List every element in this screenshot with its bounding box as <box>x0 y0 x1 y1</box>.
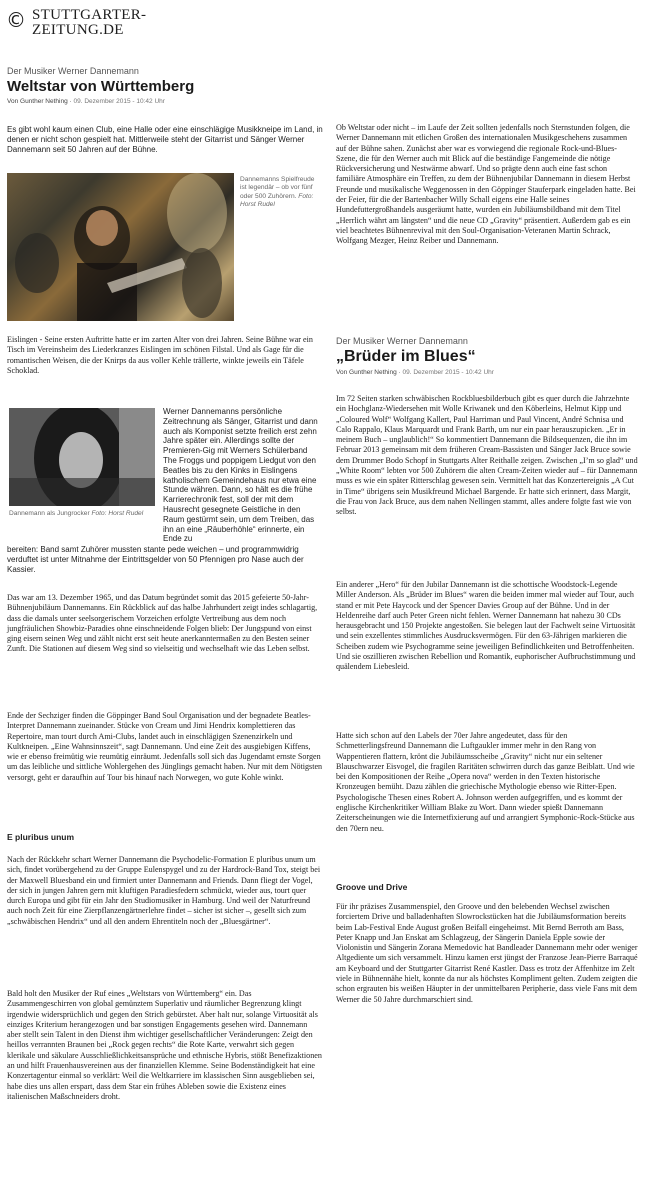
masthead-logo[interactable] <box>6 8 146 38</box>
photo2-credit: Foto: Horst Rudel <box>91 510 144 517</box>
paragraph-72-seiten: Im 72 Seiten starken schwäbischen Rockbluesbilderbuch gibt es quer durch die Jahrzehnte ein Hochglanz-Wiedersehen mit Wolle Kriwanek und den Köberleins, Helmut Kipp und „Coloured Wolf“ Wolfgang Kallert, Paul Harriman und Paul Vincent, André Schnisa und Calo Rappalo, Klaus Marquardt und Frank Barth, um nur ein paar herauszupicken. „Er in meinem Buch – unglaublich!“ So kommentiert Dannemann die Bildsequenzen, die ihn im Februar 2013 gemeinsam mit dem früheren Cream-Bassisten und Sänger Jack Bruce sowie dem Drummer Bodo Schopf in Stuttgarts Alter Reithalle zeigen. Zwischen „I’m so glad“ und „White Room“ lebten vor 500 Zuhörern die alten Cream-Zeiten wieder auf – für Dannemann muss es wie ein später Ritterschlag gewesen sein. Vermittelt hat das Konzertereignis „A Cut in Time“ übrigens sein Musikfreund Michael Bargende. Er hatte sich erinnert, dass Margit, die Frau von Jack Bruce, aus dem nahen Nellingen stammt, alles andere folgte fast wie von selbst. <box>336 394 638 517</box>
photo1-caption <box>240 176 322 209</box>
paragraph-sechziger: Ende der Sechziger finden die Göppinger Band Soul Organisation und der begnadete Beatles-Interpret Dannemann zueinander. Stücke von Cream und Jimi Hendrix komplettieren das Repertoire, man tourt durch Ami-Clubs, landet auch in einschlägigen Szenenzirkeln und Kultkneipen. „Eine Wahnsinnszeit“, sagt Dannemann. Und eine Zeit des ausgiebigen Kiffens, wie er ebenso freimütig wie reumütig einräumt. Jedenfalls soll sich das Jugendamt ernste Sorgen um das leibliche und sittliche Wohlergehen des Jünglings gemacht haben. Nur mit dem Nötigsten versorgt, geht er daraufhin auf Tour bis hinauf nach Norwegen, wo gute Kohle winkt. <box>7 711 323 782</box>
article2-kicker: Der Musiker Werner Dannemann <box>336 336 468 346</box>
concert-photo-illustration <box>7 173 234 321</box>
article1-kicker: Der Musiker Werner Dannemann <box>7 66 139 76</box>
article2-header <box>336 336 638 376</box>
subhead-e-pluribus-unum: E pluribus unum <box>7 832 75 842</box>
paragraph-eislingen: Eislingen - Seine ersten Auftritte hatte er im zarten Alter von drei Jahren. Seine Bühne war ein Tisch im Vereinsheim des Liederkranzes Eislingen im schönen Filstal. Und als Gage für die romantischen Weisen, die der Knirps da aus voller Kehle trällerte, winkte jeweils ein Täfele Schoklad. <box>7 335 313 375</box>
jungrocker-photo-illustration <box>9 408 155 506</box>
brand-line-1: STUTTGARTER- <box>32 7 147 23</box>
photo2-caption-text: Dannemann als Jungrocker <box>9 510 90 517</box>
paragraph-weltstar: Ob Weltstar oder nicht – im Laufe der Zeit sollten jedenfalls noch Sternstunden folgen, die Werner Dannemann mit etlichen Großen des internationalen Musikgeschehens zusammen auf der Bühne sahen. Zunächst aber war es vorwiegend die regionale Rock-und-Blues-Szene, die für den Werner auch mit Blick auf die beständige Fangemeinde die nötige Rückversicherung und Nestwärme abwarf. Und so prägte denn auch eine fast schon familiäre Atmosphäre ein Treffen, zu dem der Bühnenjubilar Dannemann in diesem Herbst Freunde und musikalische Weggenossen in den Göppinger Stauferpark eingeladen hatte. Bei der Feier, für die der Bartenbacher Willy Schall eigens eine Halle seines Hundefuttergroßhandels ausgeräumt hatte, wurden ein Jubiläumsbildband mit dem Titel „Herrlich währt am längsten“ und die neue CD „Gravity“ präsentiert. Außerdem gab es ein viel beachtetes Bühnenrevival mit den Soul-Organisation-Veteranen Martin Schrack, Wolfgang Mezger, Heinz Reiber und Dannemann. <box>336 123 636 246</box>
article1-title: Weltstar von Württemberg <box>7 78 195 95</box>
jungrocker-photo <box>9 408 155 506</box>
paragraph-groove: Für ihr präzises Zusammenspiel, den Groove und den belebenden Wechsel zwischen forciertem Drive und balladenhaften Slowrockstücken hat die Jubiläumsformation bereits beim Lab-Festival Ende August großen Beifall eingeheimst. Mit Bernd Berroth am Bass, Peter Knapp und Jan Enskat am Schlagzeug, der Sängerin Daniela Epple sowie der Violonistin und Sängerin Zorana Memedovic hat Bandleader Dannemann mehr oder weniger Altgediente um sich versammelt. Hinzu kamen erst jüngst der Franzose Jean-Pierre Barraqué am Keyboard und der Stuttgarter Gitarrist René Kastler. Dass es trotz der Affenhitze im Zelt viele in Bühnennähe hielt, konnte da nur als höchstes Kompliment gelten. Zudem zeigten die schon ergrauten bis weißen Häupter in der unmittelbaren Peripherie, dass viele Fans mit dem Werner die 50 Jahre durchmarschiert sind. <box>336 902 638 1004</box>
paragraph-beside-photo-cont: bereiten: Band samt Zuhörer mussten stante pede weichen – und programmwidrig verduftet ist unter Mitnahme der Eintrittsgelder von 50 Pfennigen pro Nase auch der Kassier. <box>7 545 304 574</box>
article1-author[interactable]: Von Gunther Nething <box>7 98 68 105</box>
article1-lead: Es gibt wohl kaum einen Club, eine Halle oder eine einschlägige Musikkneipe im Land, in denen er nicht schon gespielt hat. Mittlerweile steht der Gitarrist und Sänger Werner Dannemann seit 50 Jahren auf der Bühne. <box>7 125 323 154</box>
article2-byline: Von Gunther Nething · 09. Dezember 2015 - 10:42 Uhr <box>336 369 494 376</box>
paragraph-beside-photo: Werner Dannemanns persönliche Zeitrechnung als Sänger, Gitarrist und dann auch als Komponist setzte freilich erst zehn Jahre später ein. Allerdings sollte der Premieren-Gig mit Werners Schülerband The Froggs und poppigem Liedgut von den Beatles bis zu den Kinks in Eislingens katholischem Gemeindehaus nur etwa eine Stunde währen. Dann, so hält es die frühe Karrierechronik fest, soll der mit dem Hausrecht gesegnete Geistliche in den Raum gestürmt sein, um dem Treiben, das ihn an eine „Räuberhöhle“ erinnerte, ein Ende zu <box>163 407 318 544</box>
photo2-caption <box>9 510 159 518</box>
paragraph-rueckkehr: Nach der Rückkehr schart Werner Dannemann die Psychodelic-Formation E pluribus unum um sich, findet vorübergehend zu der Gruppe Eulenspygel und zu der Hardrock-Band Tox, steigt bei der Maxwell Bluesband ein und firmiert unter Dannemann and Friends. Dann fliegt der Vogel, der sich in jungen Jahren gern mit kluftigen Paradiesfedern schmückt, wieder aus, tourt quer durch Europa und gibt für ein Jahr den Studiomusiker in Hamburg. Und weil der Naturfreund auch noch Zeit für eine Zierpflanzengärtnerlehre findet – sicher ist sicher –, gesellt sich zum „schwäbischen Hendrix“ und all den andern Ehrentiteln noch der „Bluesgärtner“. <box>7 855 321 926</box>
brand-name <box>32 8 146 38</box>
article2-date: 09. Dezember 2015 - 10:42 Uhr <box>402 369 494 376</box>
paragraph-bald: Bald holt den Musiker der Ruf eines „Weltstars von Württemberg“ ein. Das Zusammengeschirren von global gemünztem Superlativ und räumlicher Begrenzung klingt irgendwie widersprüchlich und gegen den Strich gebürstet. Aber halt nur, solange Virtuosität als einziges Kriterium herangezogen und bar sonstigen Engagements gesehen wird. Dannemann aber stellt sein Talent in den Dienst ihm wichtiger gesellschaftlicher Veränderungen: Zeigt den heillos verrannten Braunen bei „Rock gegen rechts“ die Rote Karte, verwahrt sich gegen klerikale und säkulare Ausschließlichkeitsansprüche und ethnische Hybris, stößt Benefizaktionen an und hilft Frauenhausvereinen aus der finanziellen Klemme. Seine Bodenständigkeit hat eine Konzertagentur einmal so verklärt: Weil die Weltkarriere im klassischen Sinn ausgeblieben sei, habe dies uns allen erspart, dass dem Star ein frühes Ableben sowie die Existenz eines italienischen Maßschneiders droht. <box>7 989 322 1101</box>
copyright-icon: © <box>6 8 26 32</box>
subhead-groove-und-drive: Groove und Drive <box>336 882 408 892</box>
paragraph-hero: Ein anderer „Hero“ für den Jubilar Dannemann ist die schottische Woodstock-Legende Miller Anderson. Als „Brüder im Blues“ waren die beiden immer mal wieder auf Tour, auch stand er mit Pete Haycock und der Spencer Davies Group auf der Bühne. Und in der Heldenreihe darf auch Peter Green nicht fehlen. Werner Dannemann hat nahezu 30 CDs herausgebracht und 150 Projekte angestoßen. Sie belegen laut der Fachwelt seine Virtuosität und sein exzellentes stimmliches Ausdrucksvermögen. Für den 63-Jährigen markieren die Scheiben zudem wie Psychogramme seine jeweiligen Befindlichkeiten und Betroffenheiten. Und sie oszillieren zwischen Rebellion und Romantik, euphorischer Aufbruchstimmung und quälendem Liebesleid. <box>336 580 636 672</box>
concert-photo <box>7 173 234 321</box>
photo1-credit: Foto: Horst Rudel <box>240 192 314 208</box>
article1-date: 09. Dezember 2015 - 10:42 Uhr <box>73 98 165 105</box>
article2-author[interactable]: Von Gunther Nething <box>336 369 397 376</box>
paragraph-1965: Das war am 13. Dezember 1965, und das Datum begründet somit das 2015 gefeierte 50-Jahr-Bühnenjubiläum Dannemanns. Ein Rückblick auf das halbe Jahrhundert zeigt indes schlagartig, dass die damals unter seelsorgerischem Vorzeichen erfolgte Vertreibung aus dem noch jungfräulichen Showbiz-Paradies ohne einschneidende Folgen blieb: Der Jungspund von einst ging eisern seinen Weg und zählt nicht erst seit heute anerkanntermaßen zu den Besten seiner Zunft. Die Stationen auf diesem Weg sind so vielseitig und wechselhaft wie das Leben selbst. <box>7 593 318 654</box>
article1-byline: Von Gunther Nething · 09. Dezember 2015 - 10:42 Uhr <box>7 98 165 105</box>
article1-header <box>7 66 323 105</box>
article2-title: „Brüder im Blues“ <box>336 348 476 365</box>
paragraph-labels: Hatte sich schon auf den Labels der 70er Jahre angedeutet, dass für den Schmetterlingsfreund Dannemann die Luftgaukler immer mehr in den Rang von Wappentieren flattern, krönt die Jubiläumsscheibe „Gravity“ nicht nur ein seltener Blauschwarzer Eisvogel, die fragilen Raritäten schwirren durch das ganze Beiblatt. Und wie bei den Kompositionen der Reihe „Opera nova“ werden in den Texten historische Kronzeugen bemüht. Dazu zählen die griechische Mythologie ebenso wie Ritter-Epen. Psychologische Thesen eines Robert A. Johnson werden aufgegriffen, und es kommt der englische Kirchenkritiker William Blake zu Wort. Dann wieder spießt Dannemann Zeiterscheinungen wie die Internetfixierung auf und arrangiert Symphonic-Rock-Stücke aus den 70ern neu. <box>336 731 635 833</box>
photo1-caption-text: Dannemanns Spielfreude ist legendär – ob vor fünf oder 500 Zuhörern. <box>240 176 315 200</box>
brand-line-2: ZEITUNG.DE <box>32 22 124 38</box>
